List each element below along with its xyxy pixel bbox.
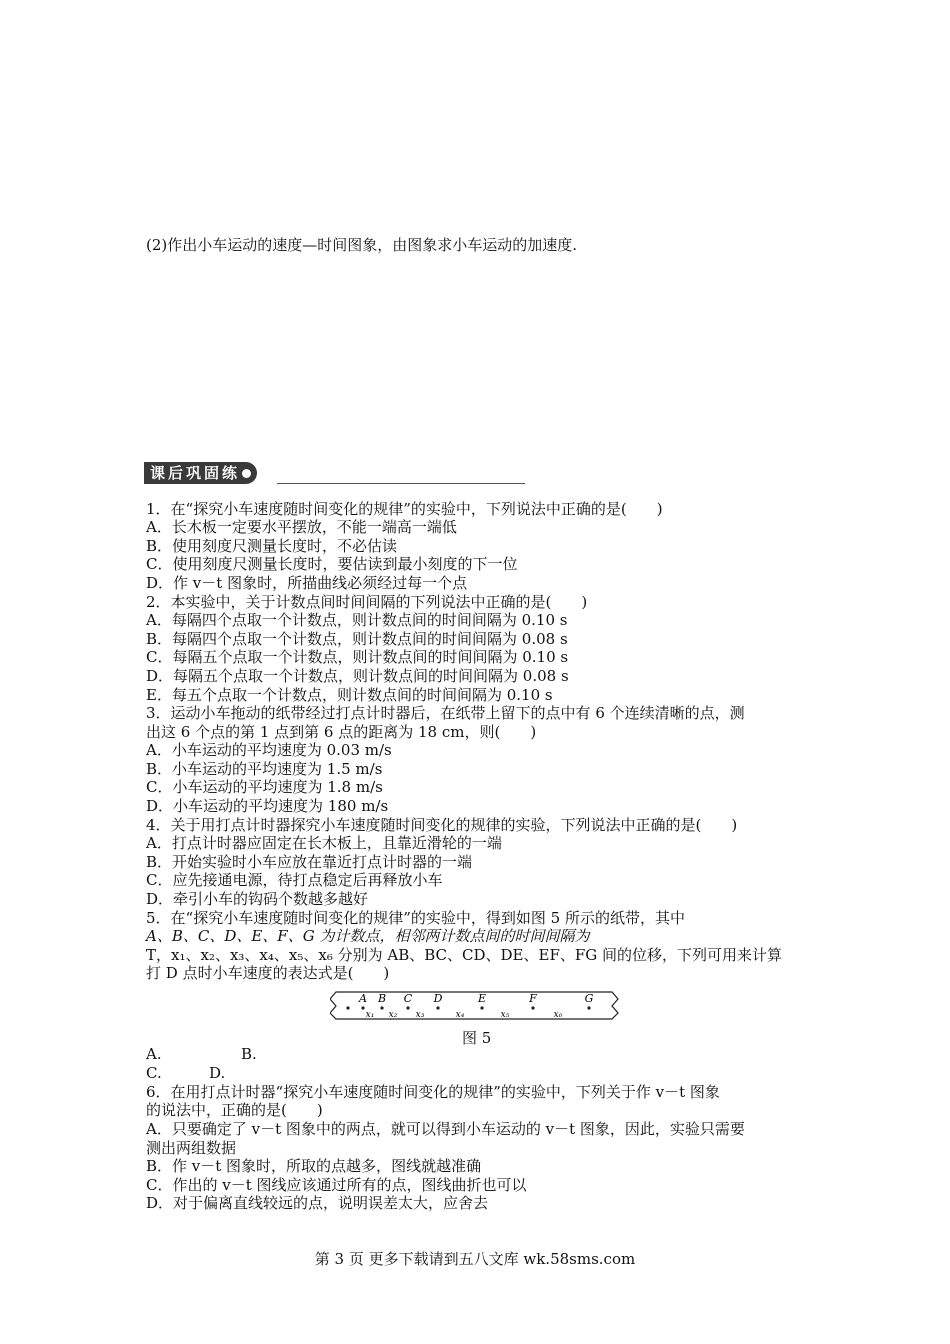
q3-stem-line1: 3．运动小车拖动的纸带经过打点计时器后，在纸带上留下的点中有 6 个连续清晰的点，测 — [146, 704, 745, 722]
tape-point-dot — [531, 1006, 534, 1009]
paper-tape-figure — [330, 989, 620, 1021]
tape-segment-label: x₃ — [415, 1010, 425, 1020]
tape-point-label: B — [377, 992, 387, 1005]
q4-stem: 4．关于用打点计时器探究小车速度随时间变化的规律的实验，下列说法中正确的是( ) — [146, 816, 738, 834]
tape-point-label: F — [529, 992, 537, 1005]
tape-point-label: G — [584, 992, 594, 1005]
q3-option-b: B．小车运动的平均速度为 1.5 m/s — [146, 760, 383, 778]
q3-option-d: D．小车运动的平均速度为 180 m/s — [146, 797, 389, 815]
tape-point-dot — [480, 1006, 483, 1009]
figure-caption: 图 5 — [462, 1029, 492, 1047]
page-footer: 第 3 页 更多下载请到五八文库 wk.58sms.com — [314, 1250, 636, 1268]
q2-option-b: B．每隔四个点取一个计数点，则计数点间的时间间隔为 0.08 s — [146, 630, 568, 648]
q5-stem-line1: 5．在“探究小车速度随时间变化的规律”的实验中，得到如图 5 所示的纸带，其中 — [146, 909, 685, 927]
tape-point-label: E — [477, 992, 487, 1005]
q4-option-b: B．开始实验时小车应放在靠近打点计时器的一端 — [146, 853, 473, 871]
q5-stem-line2: A、B、C、D、E、F、G 为计数点，相邻两计数点间的时间间隔为 — [146, 927, 590, 945]
q3-stem-line2: 出这 6 个点的第 1 点到第 6 点的距离为 18 cm，则( ) — [146, 723, 537, 741]
tape-point-dot — [361, 1006, 364, 1009]
q5-stem-line4: 打 D 点时小车速度的表达式是( ) — [146, 964, 390, 982]
tape-point-label: D — [433, 992, 443, 1005]
q1-option-d: D．作 v－t 图象时，所描曲线必须经过每一个点 — [146, 574, 468, 592]
tape-segment-label: x₂ — [388, 1010, 398, 1020]
q2-option-d: D．每隔五个点取一个计数点，则计数点间的时间间隔为 0.08 s — [146, 667, 569, 685]
q5-option-a: A. — [146, 1045, 162, 1063]
section-rule — [277, 483, 525, 484]
q1-option-b: B．使用刻度尺测量长度时，不必估读 — [146, 537, 398, 555]
q4-option-d: D．牵引小车的钩码个数越多越好 — [146, 890, 369, 908]
tape-segment-label: x₁ — [365, 1010, 375, 1020]
q1-option-c: C．使用刻度尺测量长度时，要估读到最小刻度的下一位 — [146, 555, 518, 573]
q1-stem: 1．在“探究小车速度随时间变化的规律”的实验中，下列说法中正确的是( ) — [146, 500, 663, 518]
tape-point-label: A — [359, 992, 367, 1005]
q2-stem: 2．本实验中，关于计数点间时间间隔的下列说法中正确的是( ) — [146, 593, 588, 611]
q5-option-b: B. — [241, 1045, 257, 1063]
section-badge — [144, 462, 257, 484]
q6-stem-line1: 6．在用打点计时器“探究小车速度随时间变化的规律”的实验中，下列关于作 v－t 图象 — [146, 1083, 720, 1101]
q2-option-e: E．每五个点取一个计数点，则计数点间的时间间隔为 0.10 s — [146, 686, 553, 704]
q5-option-d: D. — [209, 1064, 226, 1082]
q4-option-c: C．应先接通电源，待打点稳定后再释放小车 — [146, 871, 443, 889]
q6-option-c: C．作出的 v－t 图线应该通过所有的点，图线曲折也可以 — [146, 1176, 527, 1194]
q6-option-a-line1: A．只要确定了 v－t 图象中的两点，就可以得到小车运动的 v－t 图象，因此，实验只需要 — [146, 1120, 745, 1138]
tape-point-dot — [436, 1006, 439, 1009]
tape-point-dot — [406, 1006, 409, 1009]
q2-option-a: A．每隔四个点取一个计数点，则计数点间的时间间隔为 0.10 s — [146, 611, 568, 629]
q5-option-c: C. — [146, 1064, 162, 1082]
q6-option-a-line2: 测出两组数据 — [146, 1139, 237, 1157]
section-header — [144, 462, 257, 484]
tape-segment-label: x₆ — [553, 1010, 563, 1020]
section-title: 课后巩固练 — [150, 464, 241, 482]
tape-segment-label: x₅ — [500, 1010, 510, 1020]
bullet-icon — [242, 469, 251, 478]
q6-stem-line2: 的说法中，正确的是( ) — [146, 1101, 323, 1119]
part2-question: (2)作出小车运动的速度—时间图象，由图象求小车运动的加速度. — [146, 236, 578, 254]
tape-point-dot — [380, 1006, 383, 1009]
q6-option-d: D．对于偏离直线较远的点，说明误差太大，应舍去 — [146, 1194, 489, 1212]
tape-dot-start — [346, 1006, 349, 1009]
tape-segment-label: x₄ — [455, 1010, 465, 1020]
q6-option-b: B．作 v－t 图象时，所取的点越多，图线就越准确 — [146, 1157, 482, 1175]
tape-point-label: C — [403, 992, 413, 1005]
q5-stem-line3: T，x₁、x₂、x₃、x₄、x₅、x₆ 分别为 AB、BC、CD、DE、EF、FG 间的位移，下列可用来计算 — [146, 946, 783, 964]
tape-point-dot — [587, 1006, 590, 1009]
q1-option-a: A．长木板一定要水平摆放，不能一端高一端低 — [146, 518, 457, 536]
q4-option-a: A．打点计时器应固定在长木板上，且靠近滑轮的一端 — [146, 834, 502, 852]
q2-option-c: C．每隔五个点取一个计数点，则计数点间的时间间隔为 0.10 s — [146, 648, 569, 666]
q3-option-a: A．小车运动的平均速度为 0.03 m/s — [146, 741, 392, 759]
q3-option-c: C．小车运动的平均速度为 1.8 m/s — [146, 778, 383, 796]
